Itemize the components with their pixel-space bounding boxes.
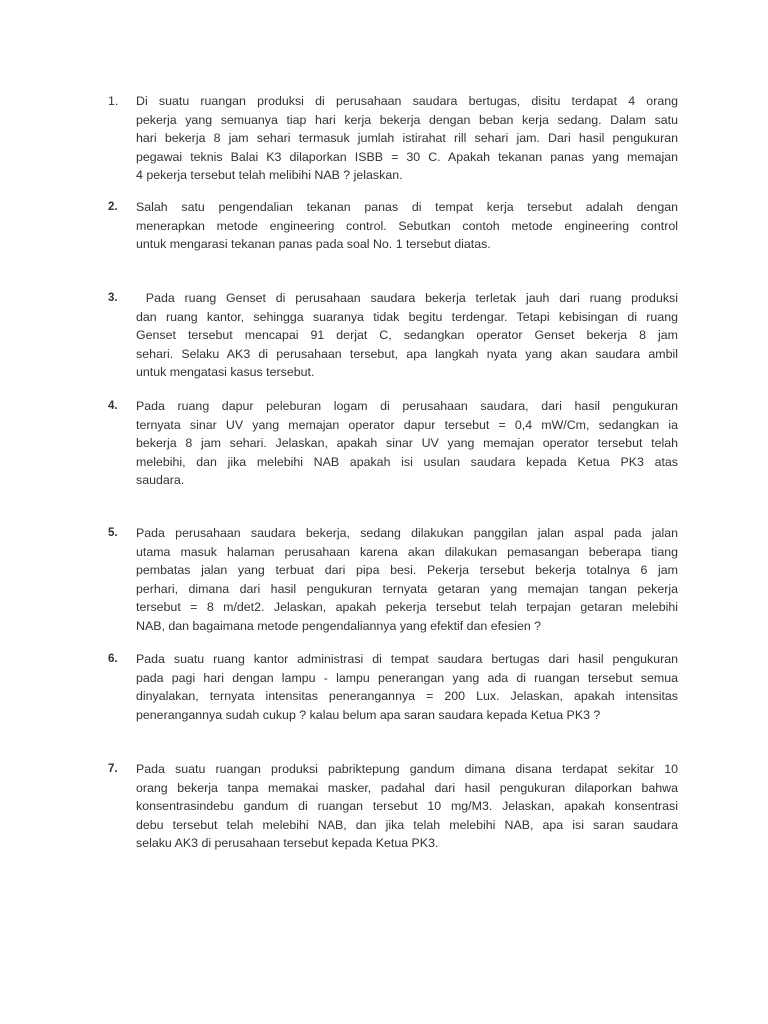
text-line: untuk mengarasi tekanan panas pada soal No. 1 tersebut diatas. bbox=[136, 237, 491, 252]
text-line: pada pagi hari dengan lampu - lampu penerangan yang ada di ruangan tersebut semua bbox=[136, 670, 678, 685]
text-line: ternyata sinar UV yang memajan operator dapur tersebut = 0,4 mW/Cm, sedangkan ia bbox=[136, 417, 678, 432]
question-number: 3. bbox=[108, 292, 118, 304]
question-number: 7. bbox=[108, 763, 118, 775]
text-line: dinyalakan, ternyata intensitas penerangannya = 200 Lux. Jelaskan, apakah intensitas bbox=[136, 689, 678, 704]
text-line: penerangannya sudah cukup ? kalau belum apa saran saudara kepada Ketua PK3 ? bbox=[136, 707, 601, 722]
text-line: dan ruang kantor, sehingga suaranya tidak begitu terdengar. Tetapi kebisingan di ruang bbox=[136, 309, 678, 324]
text-line: saudara. bbox=[136, 473, 185, 488]
question-text bbox=[136, 524, 678, 636]
question-6 bbox=[108, 650, 678, 724]
text-line: 4 pekerja tersebut telah melibihi NAB ? jelaskan. bbox=[136, 168, 403, 183]
question-text bbox=[136, 397, 678, 490]
question-4 bbox=[108, 397, 678, 490]
question-1 bbox=[108, 92, 678, 185]
question-number: 2. bbox=[108, 201, 118, 213]
text-line: untuk mengatasi kasus tersebut. bbox=[136, 365, 315, 380]
text-line: Di suatu ruangan produksi di perusahaan saudara bertugas, disitu terdapat 4 orang bbox=[136, 94, 678, 108]
text-line: debu tersebut telah melebihi NAB, dan jika telah melebihi NAB, apa isi saran saudara bbox=[136, 817, 678, 832]
text-line: pekerja yang semuanya tiap hari kerja bekerja dengan beban kerja sedang. Dalam satu bbox=[136, 112, 678, 127]
question-text bbox=[136, 289, 678, 382]
question-2 bbox=[108, 198, 678, 254]
text-line: pegawai teknis Balai K3 dilaporkan ISBB = 30 C. Apakah tekanan panas yang memajan bbox=[136, 149, 678, 164]
text-line: sehari. Selaku AK3 di perusahaan tersebut, apa langkah nyata yang akan saudara ambil bbox=[136, 346, 678, 361]
question-5 bbox=[108, 524, 678, 636]
text-line: selaku AK3 di perusahaan tersebut kepada Ketua PK3. bbox=[136, 836, 439, 851]
text-line: pembatas jalan yang terbuat dari pipa besi. Pekerja tersebut bekerja totalnya 6 jam bbox=[136, 563, 678, 578]
text-line: Genset tersebut mencapai 91 derjat C, sedangkan operator Genset bekerja 8 jam bbox=[136, 328, 678, 343]
question-text bbox=[136, 198, 678, 254]
question-number: 4. bbox=[108, 400, 118, 412]
text-line: utama masuk halaman perusahaan karena akan dilakukan pemasangan beberapa tiang bbox=[136, 544, 678, 559]
question-number: 6. bbox=[108, 653, 118, 665]
text-line: Pada perusahaan saudara bekerja, sedang dilakukan panggilan jalan aspal pada jalan bbox=[136, 526, 678, 540]
question-number: 5. bbox=[108, 527, 118, 539]
question-text bbox=[136, 760, 678, 853]
text-line: Pada suatu ruang kantor administrasi di tempat saudara bertugas dari hasil pengukuran bbox=[136, 652, 678, 666]
question-number: 1. bbox=[108, 94, 119, 108]
question-text bbox=[136, 650, 678, 724]
text-line: tersebut = 8 m/det2. Jelaskan, apakah pekerja tersebut telah terpajan getaran melebihi bbox=[136, 600, 678, 615]
question-text bbox=[136, 92, 678, 185]
text-line: hari bekerja 8 jam sehari termasuk jumlah istirahat rill sehari jam. Dari hasil pengukuran bbox=[136, 131, 678, 146]
question-3 bbox=[108, 289, 678, 382]
text-line: konsentrasindebu gandum di ruangan tersebut 10 mg/M3. Jelaskan, apakah konsentrasi bbox=[136, 799, 678, 814]
text-line: Salah satu pengendalian tekanan panas di tempat kerja tersebut adalah dengan bbox=[136, 200, 678, 214]
text-line: bekerja 8 jam sehari. Jelaskan, apakah sinar UV yang memajan operator tersebut telah bbox=[136, 436, 678, 451]
text-line: perhari, dimana dari hasil pengukuran ternyata getaran yang memajan tangan pekerja bbox=[136, 581, 678, 596]
text-line: orang bekerja tanpa memakai masker, padahal dari hasil pengukuran dilaporkan bahwa bbox=[136, 780, 678, 795]
text-line: melebihi, dan jika melebihi NAB apakah isi usulan saudara kepada Ketua PK3 atas bbox=[136, 454, 678, 469]
text-line: Pada ruang Genset di perusahaan saudara bekerja terletak jauh dari ruang produksi bbox=[136, 291, 678, 305]
text-line: Pada suatu ruangan produksi pabriktepung gandum dimana disana terdapat sekitar 10 bbox=[136, 762, 678, 776]
text-line: Pada ruang dapur peleburan logam di perusahaan saudara, dari hasil pengukuran bbox=[136, 399, 678, 413]
text-line: menerapkan metode engineering control. Sebutkan contoh metode engineering control bbox=[136, 218, 678, 233]
question-7 bbox=[108, 760, 678, 853]
text-line: NAB, dan bagaimana metode pengendaliannya yang efektif dan efesien ? bbox=[136, 618, 542, 633]
